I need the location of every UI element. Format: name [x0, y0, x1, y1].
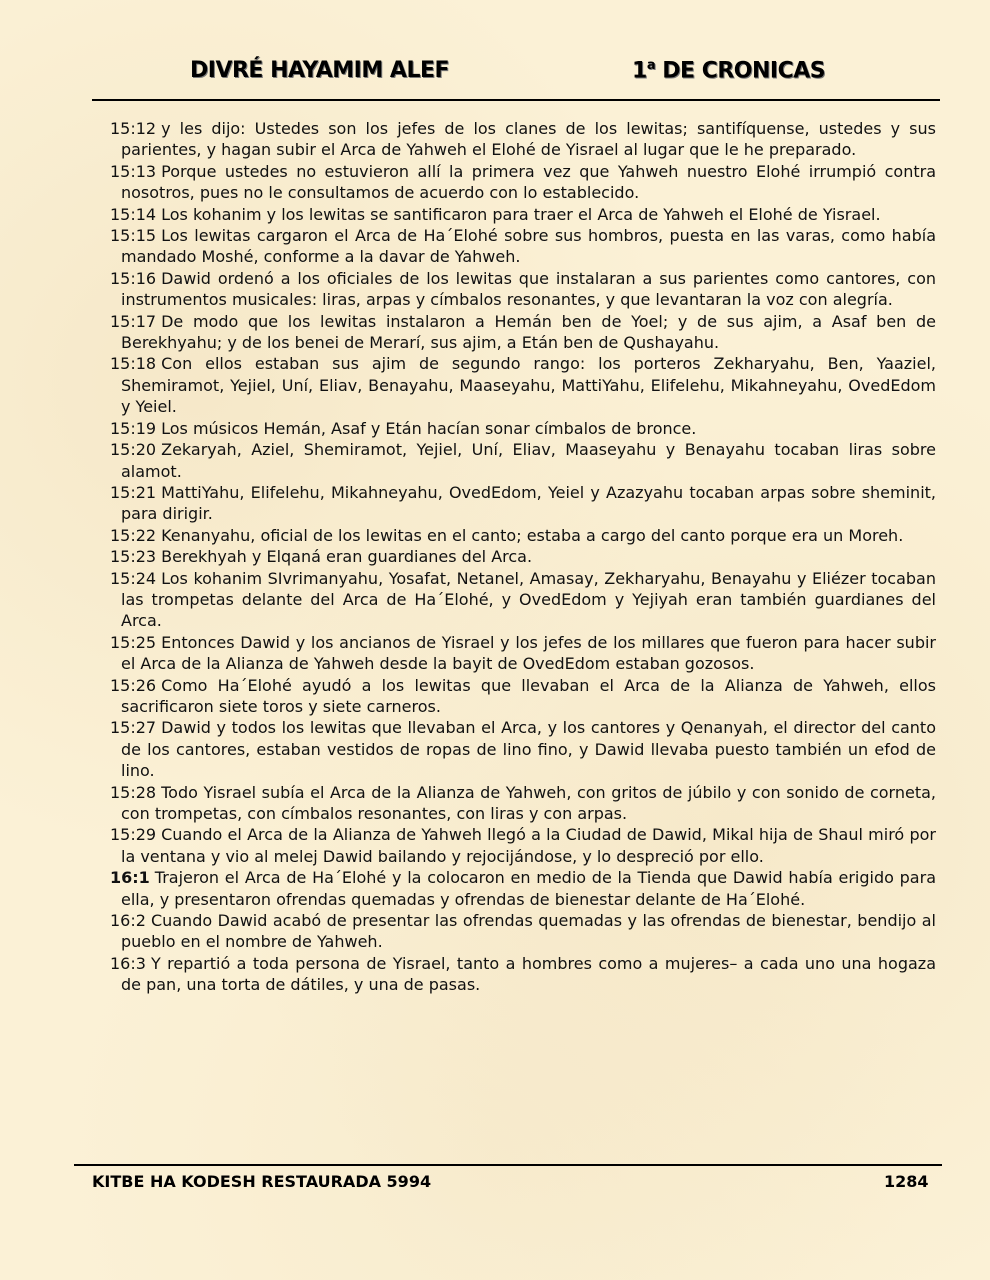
verse: [110, 675, 936, 718]
verse: [110, 161, 936, 204]
verse-text: Y repartió a toda persona de Yisrael, tanto a hombres como a mujeres– a cada uno una hogaza de pan, una torta de dátiles, y una de pasas.: [121, 953, 936, 995]
verse-text: Los músicos Hemán, Asaf y Etán hacían sonar címbalos de bronce.: [161, 418, 697, 438]
verse: [110, 268, 936, 311]
verse-text: y les dijo: Ustedes son los jefes de los clanes de los lewitas; santifíquense, ustedes y sus parientes, y hagan subir el Arca de Yahweh el Elohé de Yisrael al lugar que le he preparado.: [121, 119, 936, 160]
chronicle-ordinal: a: [646, 58, 656, 73]
chronicle-title: [632, 58, 825, 83]
footer-rule: [74, 1164, 942, 1166]
verse-ref: 15:29: [110, 825, 157, 845]
verse-ref: 15:20: [110, 440, 157, 460]
verse: [110, 118, 936, 161]
verse-ref: 15:18: [110, 354, 157, 374]
footer-title: KITBE HA KODESH RESTAURADA 5994: [92, 1172, 432, 1191]
verse-text: Trajeron el Arca de Ha´Elohé y la colocaron en medio de la Tienda que Dawid había erigido para ella, y presentaron ofrendas quemadas y ofrendas de bienestar delante de Ha´Elohé.: [121, 868, 936, 909]
header-rule: [92, 99, 940, 101]
verse-ref: 15:15: [110, 226, 157, 246]
verse-ref: 15:14: [110, 204, 157, 224]
verse: [110, 546, 936, 567]
verse-ref: 16:3: [110, 953, 146, 973]
verse-ref: 16:2: [110, 911, 146, 931]
verse-text: Kenanyahu, oficial de los lewitas en el canto; estaba a cargo del canto porque era un Moreh.: [161, 525, 904, 545]
verse: [110, 910, 936, 953]
verse: [110, 953, 936, 996]
verse: [110, 782, 936, 825]
verse-ref: 15:21: [110, 482, 157, 502]
verse-ref: 15:12: [110, 119, 157, 138]
verse-text: Porque ustedes no estuvieron allí la primera vez que Yahweh nuestro Elohé irrumpió contra nosotros, pues no le consultamos de acuerdo con lo establecido.: [121, 161, 936, 203]
verse-text: Dawid y todos los lewitas que llevaban el Arca, y los cantores y Qenanyah, el director del canto de los cantores, estaban vestidos de ropas de lino fino, y Dawid llevaba puesto también un efod de lino.: [121, 718, 936, 781]
verse: [110, 439, 936, 482]
verse-ref: 15:19: [110, 418, 157, 438]
verse-ref: 15:28: [110, 782, 157, 802]
verse-text: Todo Yisrael subía el Arca de la Alianza de Yahweh, con gritos de júbilo y con sonido de corneta, con trompetas, con címbalos resonantes, con liras y con arpas.: [121, 782, 936, 823]
verse-text: Los lewitas cargaron el Arca de Ha´Elohé sobre sus hombros, puesta en las varas, como había mandado Moshé, conforme a la davar de Yahweh.: [121, 226, 936, 267]
verse: [110, 482, 936, 525]
chronicle-number: 1: [632, 58, 647, 84]
verse-text: Cuando Dawid acabó de presentar las ofrendas quemadas y las ofrendas de bienestar, bendijo al pueblo en el nombre de Yahweh.: [121, 911, 936, 952]
book-title: DIVRÉ HAYAMIM ALEF: [190, 58, 450, 83]
verse-text: MattiYahu, Elifelehu, Mikahneyahu, OvedEdom, Yeiel y Azazyahu tocaban arpas sobre sheminit, para dirigir.: [121, 482, 936, 524]
verse: [110, 418, 936, 439]
page-header: [92, 58, 940, 88]
verse-ref: 15:26: [110, 675, 157, 695]
verse-ref: 15:23: [110, 547, 157, 567]
verse-ref: 15:22: [110, 525, 157, 545]
verse-text: De modo que los lewitas instalaron a Hemán ben de Yoel; y de sus ajim, a Asaf ben de Berekhyahu; y de los benei de Merarí, sus ajim, a Etán ben de Qushayahu.: [121, 311, 936, 353]
verse-text: Con ellos estaban sus ajim de segundo rango: los porteros Zekharyahu, Ben, Yaaziel, Shemiramot, Yejiel, Uní, Eliav, Benayahu, Maaseyahu, MattiYahu, Elifelehu, Mikahneyahu, OvedEdom y Yeiel.: [121, 354, 936, 417]
verse-text: Cuando el Arca de la Alianza de Yahweh llegó a la Ciudad de Dawid, Mikal hija de Shaul miró por la ventana y vio al melej Dawid bailando y rejocijándose, y lo despreció por ello.: [121, 825, 936, 866]
verse: [110, 824, 936, 867]
verse-ref: 15:16: [110, 268, 157, 288]
verse: [110, 867, 936, 910]
verse: [110, 311, 936, 354]
verse: [110, 204, 936, 225]
verse-text: Berekhyah y Elqaná eran guardianes del Arca.: [161, 547, 533, 567]
page-number: 1284: [884, 1172, 929, 1191]
verse-ref: 15:13: [110, 161, 157, 181]
verse: [110, 717, 936, 781]
verse-text: Los kohanim SIvrimanyahu, Yosafat, Netanel, Amasay, Zekharyahu, Benayahu y Eliézer tocaban las trompetas delante del Arca de Ha´Elohé, y OvedEdom y Yejiyah eran también guardianes del Arca.: [121, 568, 936, 631]
verse-text: Como Ha´Elohé ayudó a los lewitas que llevaban el Arca de la Alianza de Yahweh, ellos sacrificaron siete toros y siete carneros.: [121, 675, 936, 716]
chronicle-name: DE CRONICAS: [655, 58, 826, 84]
verse-ref: 15:27: [110, 718, 157, 738]
chapter-verse-ref: 16:1: [110, 868, 150, 888]
verse-ref: 15:25: [110, 632, 157, 652]
verse-text: Zekaryah, Aziel, Shemiramot, Yejiel, Uní, Eliav, Maaseyahu y Benayahu tocaban liras sobre alamot.: [121, 440, 936, 481]
verse-ref: 15:24: [110, 568, 157, 588]
verse-list: [110, 118, 936, 996]
verse: [110, 632, 936, 675]
verse: [110, 525, 936, 546]
verse: [110, 225, 936, 268]
verse-text: Entonces Dawid y los ancianos de Yisrael y los jefes de los millares que fueron para hacer subir el Arca de la Alianza de Yahweh desde la bayit de OvedEdom estaban gozosos.: [121, 632, 936, 674]
verse-ref: 15:17: [110, 311, 157, 331]
verse: [110, 568, 936, 632]
verse-text: Dawid ordenó a los oficiales de los lewitas que instalaran a sus parientes como cantores, con instrumentos musicales: liras, arpas y címbalos resonantes, y que levantaran la voz con alegría.: [121, 268, 936, 310]
verse-text: Los kohanim y los lewitas se santificaron para traer el Arca de Yahweh el Elohé de Yisrael.: [161, 204, 881, 224]
verse: [110, 353, 936, 417]
